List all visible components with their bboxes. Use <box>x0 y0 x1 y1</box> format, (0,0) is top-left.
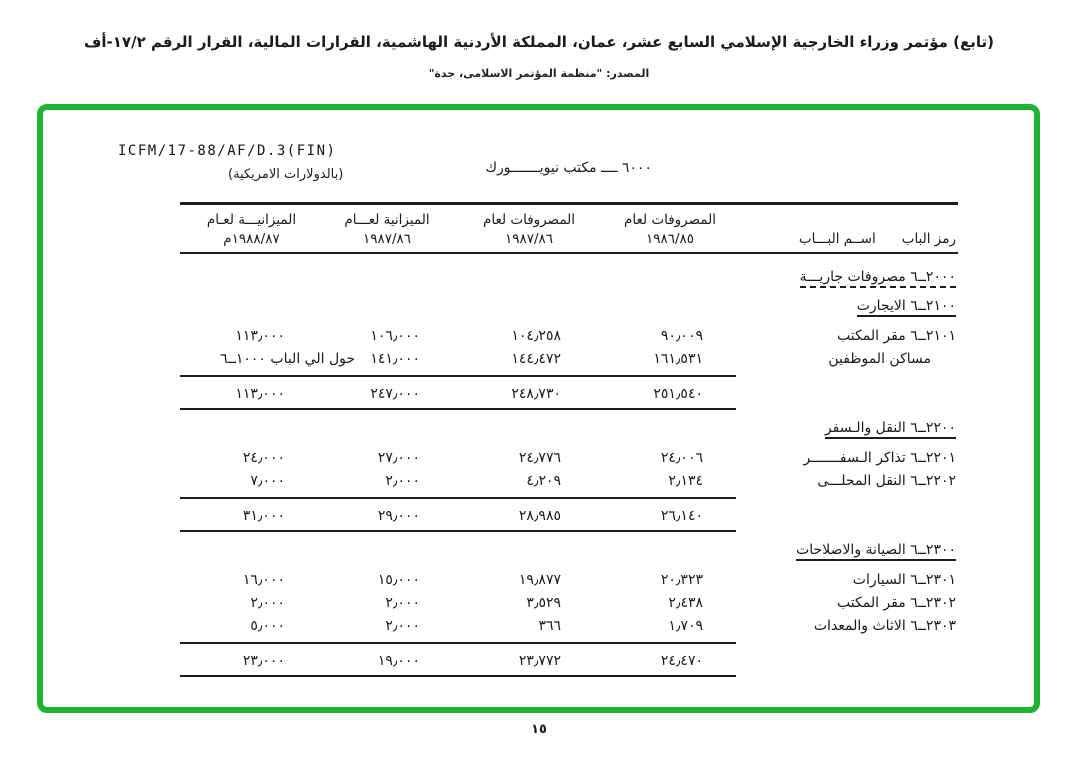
total-budget-8887: ٢٣٫٠٠٠ <box>242 653 285 669</box>
document-title: (تابع) مؤتمر وزراء الخارجية الإسلامي السابع عشر، عمان، المملكة الأردنية الهاشمية، القرارات المالية، القرار الرقم ١٧/٢-أف <box>83 33 994 51</box>
column-header-code-name <box>733 230 958 249</box>
cell-expenses-8586: ٢٫٤٣٨ <box>668 595 703 611</box>
column-header-line2: ١٩٨٨/٨٧م <box>223 231 280 247</box>
row-label: ٢١٠١ــ٦ مقر المكتب <box>837 328 956 344</box>
cell-expenses-8586: ١٦١٫٥٣١ <box>653 351 703 367</box>
table-row <box>180 349 958 369</box>
cell-budget-8786: ٢٫٠٠٠ <box>385 618 420 634</box>
row-label: ٢٢٠١ــ٦ تذاكر الـسفـــــــر <box>803 450 956 466</box>
totals-bottom-rule <box>180 675 736 677</box>
cell-budget-8786: ١٤١٫٠٠٠ <box>370 351 420 367</box>
table-row <box>180 616 958 636</box>
table-top-rule <box>180 202 958 205</box>
totals-bottom-rule <box>180 530 736 532</box>
page-number: ١٥ <box>531 722 547 737</box>
column-header-code: رمز الباب <box>901 231 956 247</box>
column-header-line1: الميزانيـــة لعـام <box>206 212 297 228</box>
office-title: ٦٠٠٠ ــــ مكتب نيويـــــــورك <box>485 160 652 176</box>
header-underline-rule <box>180 252 958 254</box>
section-heading-label: ٢٢٠٠ــ٦ النقل والـسفر <box>825 420 956 439</box>
total-expenses-8786: ٢٣٫٧٧٢ <box>518 653 561 669</box>
cell-expenses-8586: ٢٫١٣٤ <box>668 473 703 489</box>
cell-budget-8786: ٢٫٠٠٠ <box>385 595 420 611</box>
cell-expenses-8786: ٢٤٫٧٧٦ <box>518 450 561 466</box>
table-row <box>180 593 958 613</box>
cell-transfer-note: حول الي الباب ١٠٠٠ــ٦ <box>220 351 355 367</box>
source-note: المصدر: "منظمة المؤتمر الاسلامى، جدة" <box>428 67 650 80</box>
cell-budget-8887: ٥٫٠٠٠ <box>250 618 285 634</box>
total-budget-8887: ٣١٫٠٠٠ <box>242 508 285 524</box>
table-row <box>180 471 958 491</box>
row-label: ٢٣٠٢ــ٦ مقر المكتب <box>837 595 956 611</box>
cell-budget-8887: ١١٣٫٠٠٠ <box>235 328 285 344</box>
section-heading-rents <box>180 296 958 316</box>
row-label: مساكن الموظفين <box>828 351 931 367</box>
column-header-line1: الميزانية لعـــام <box>344 212 430 228</box>
table-header-row <box>180 211 958 249</box>
column-header-line1: المصروفات لعام <box>482 212 575 228</box>
column-header-expenses-8586 <box>593 211 733 249</box>
total-expenses-8586: ٢٦٫١٤٠ <box>660 508 703 524</box>
totals-bottom-rule <box>180 408 736 410</box>
total-expenses-8786: ٢٨٫٩٨٥ <box>518 508 561 524</box>
row-label: ٢٢٠٢ــ٦ النقل المحلـــى <box>817 473 956 489</box>
column-header-line2: ١٩٨٧/٨٦ <box>362 231 412 247</box>
cell-expenses-8786: ٣٦٦ <box>538 618 561 634</box>
section-heading-maintenance <box>180 540 958 560</box>
cell-budget-8786: ٢٧٫٠٠٠ <box>377 450 420 466</box>
column-header-expenses-8786 <box>451 211 593 249</box>
cell-budget-8786: ١٠٦٫٠٠٠ <box>370 328 420 344</box>
cell-expenses-8586: ٩٠٫٠٠٩ <box>660 328 703 344</box>
section-heading-label: ٢١٠٠ــ٦ الايجارت <box>857 298 956 317</box>
cell-budget-8887: ٢٤٫٠٠٠ <box>242 450 285 466</box>
cell-budget-8887: ٢٫٠٠٠ <box>250 595 285 611</box>
total-budget-8786: ٢٩٫٠٠٠ <box>377 508 420 524</box>
totals-top-rule <box>180 497 736 499</box>
total-budget-8786: ١٩٫٠٠٠ <box>377 653 420 669</box>
currency-note: (بالدولارات الامريكية) <box>228 167 344 182</box>
cell-budget-8887: ٧٫٠٠٠ <box>250 473 285 489</box>
row-label: ٢٣٠٣ــ٦ الاثاث والمعدات <box>813 618 956 634</box>
row-label: ٢٣٠١ــ٦ السيارات <box>852 572 956 588</box>
cell-expenses-8786: ٣٫٥٢٩ <box>526 595 561 611</box>
total-expenses-8786: ٢٤٨٫٧٣٠ <box>511 386 561 402</box>
section-totals-row <box>180 506 958 526</box>
totals-top-rule <box>180 642 736 644</box>
group-heading-label: ٢٠٠٠ــ٦ مصروفات جاريـــة <box>800 269 956 288</box>
total-budget-8887: ١١٣٫٠٠٠ <box>235 386 285 402</box>
total-expenses-8586: ٢٥١٫٥٤٠ <box>653 386 703 402</box>
totals-top-rule <box>180 375 736 377</box>
total-budget-8786: ٢٤٧٫٠٠٠ <box>370 386 420 402</box>
reference-code: ICFM/17-88/AF/D.3(FIN) <box>118 143 337 159</box>
section-totals-row <box>180 651 958 671</box>
table-row <box>180 326 958 346</box>
table-row <box>180 448 958 468</box>
column-header-budget-8786 <box>309 211 451 249</box>
total-expenses-8586: ٢٤٫٤٧٠ <box>660 653 703 669</box>
column-header-line2: ١٩٨٦/٨٥ <box>645 231 695 247</box>
cell-budget-8786: ٢٫٠٠٠ <box>385 473 420 489</box>
cell-expenses-8586: ٢٤٫٠٠٦ <box>660 450 703 466</box>
cell-expenses-8786: ٤٫٢٠٩ <box>526 473 561 489</box>
section-totals-row <box>180 384 958 404</box>
cell-budget-8887: ١٦٫٠٠٠ <box>242 572 285 588</box>
cell-expenses-8586: ٢٠٫٣٢٣ <box>660 572 703 588</box>
column-header-budget-8887 <box>180 211 309 249</box>
cell-expenses-8786: ١٩٫٨٧٧ <box>518 572 561 588</box>
table-row <box>180 570 958 590</box>
column-header-name: اســم البـــاب <box>798 231 876 247</box>
group-heading-current-expenses <box>180 267 958 287</box>
section-heading-transport <box>180 418 958 438</box>
cell-expenses-8786: ١٤٤٫٤٧٢ <box>511 351 561 367</box>
cell-expenses-8786: ١٠٤٫٢٥٨ <box>511 328 561 344</box>
budget-table <box>180 202 958 677</box>
column-header-line2: ١٩٨٧/٨٦ <box>504 231 554 247</box>
section-heading-label: ٢٣٠٠ــ٦ الصيانة والاصلاحات <box>796 542 956 561</box>
column-header-line1: المصروفات لعام <box>623 212 716 228</box>
cell-budget-8786: ١٥٫٠٠٠ <box>377 572 420 588</box>
cell-expenses-8586: ١٫٧٠٩ <box>668 618 703 634</box>
